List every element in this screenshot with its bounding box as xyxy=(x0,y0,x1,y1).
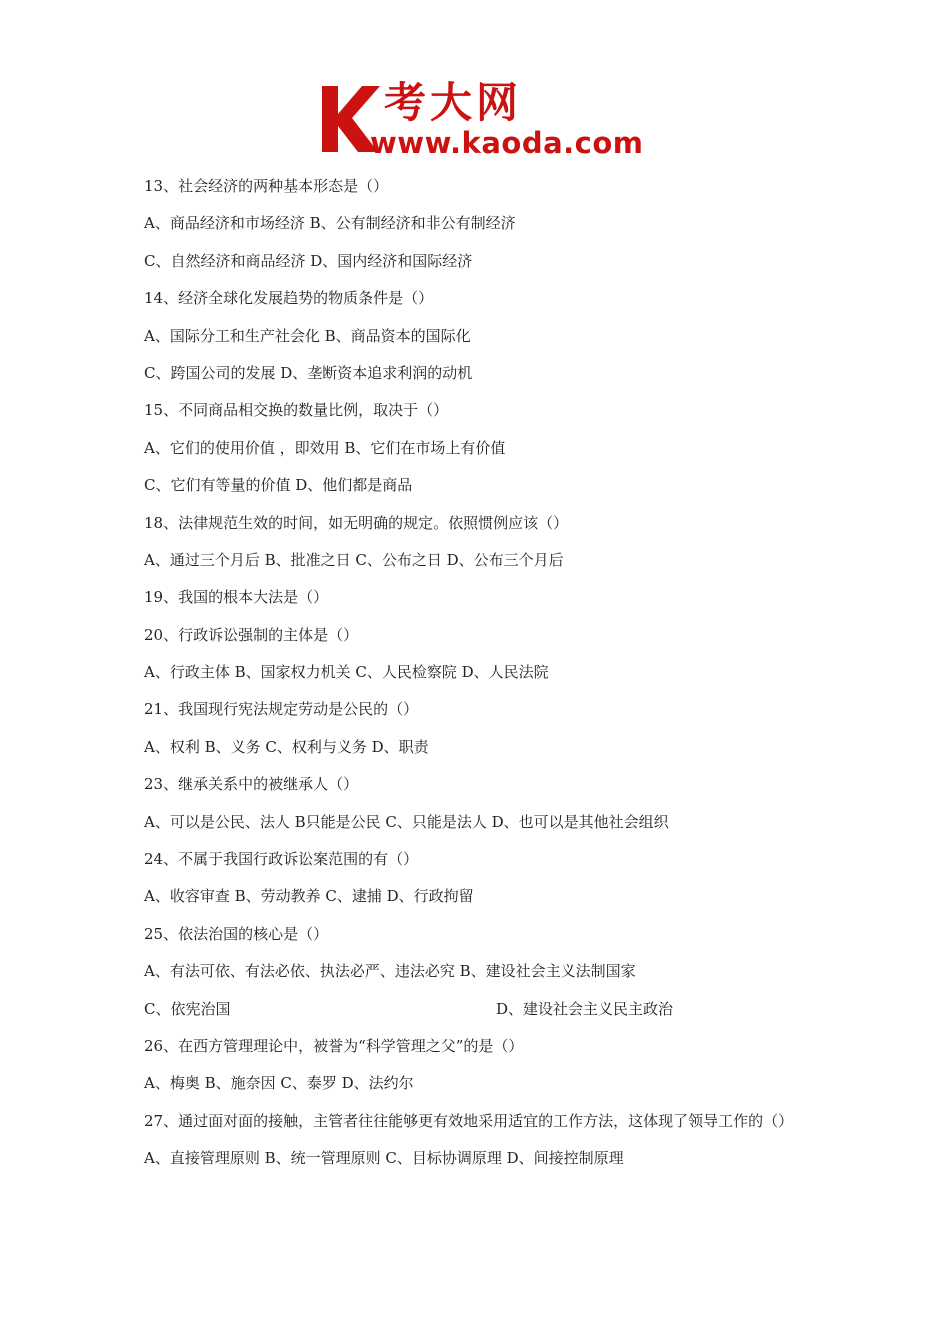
question-26: 26、在西方管理理论中，被誉为“科学管理之父”的是（） xyxy=(144,1036,524,1055)
question-25-options-cd xyxy=(144,991,814,1028)
question-14-options-cd: C、跨国公司的发展 D、垄断资本追求利润的动机 xyxy=(144,363,473,382)
question-25-option-d: D、建设社会主义民主政治 xyxy=(496,999,674,1018)
question-13-options-ab: A、商品经济和市场经济 B、公有制经济和非公有制经济 xyxy=(144,214,516,233)
question-27: 27、通过面对面的接触，主管者往往能够更有效地采用适宜的工作方法，这体现了领导工作的（） xyxy=(144,1111,794,1130)
question-25: 25、依法治国的核心是（） xyxy=(144,924,329,943)
question-19: 19、我国的根本大法是（） xyxy=(144,588,329,607)
question-23-options: A、可以是公民、法人 B只能是公民 C、只能是法人 D、也可以是其他社会组织 xyxy=(144,812,669,831)
question-25-options-ab: A、有法可依、有法必依、执法必严、违法必究 B、建设社会主义法制国家 xyxy=(144,962,636,981)
question-15-options-ab: A、它们的使用价值 ，即效用 B、它们在市场上有价值 xyxy=(144,438,506,457)
question-18-options: A、通过三个月后 B、批准之日 C、公布之日 D、公布三个月后 xyxy=(144,550,564,569)
question-24: 24、不属于我国行政诉讼案范围的有（） xyxy=(144,850,419,869)
question-list xyxy=(144,168,814,1178)
question-27-options: A、直接管理原则 B、统一管理原则 C、目标协调原理 D、间接控制原理 xyxy=(144,1149,624,1168)
question-21: 21、我国现行宪法规定劳动是公民的（） xyxy=(144,700,419,719)
question-21-options: A、权利 B、义务 C、权利与义务 D、职责 xyxy=(144,737,429,756)
logo-url: www.kaoda.com xyxy=(370,126,644,160)
question-13: 13、社会经济的两种基本形态是（） xyxy=(144,177,389,195)
question-20: 20、行政诉讼强制的主体是（） xyxy=(144,625,359,644)
kaoda-logo xyxy=(318,78,648,166)
question-13-options-cd: C、自然经济和商品经济 D、国内经济和国际经济 xyxy=(144,251,473,270)
logo-title: 考大网 xyxy=(384,78,523,127)
question-14: 14、经济全球化发展趋势的物质条件是（） xyxy=(144,289,434,308)
question-23: 23、继承关系中的被继承人（） xyxy=(144,775,359,794)
question-18: 18、法律规范生效的时间，如无明确的规定。依照惯例应该（） xyxy=(144,513,569,532)
question-14-options-ab: A、国际分工和生产社会化 B、商品资本的国际化 xyxy=(144,326,471,345)
question-26-options: A、梅奥 B、施奈因 C、泰罗 D、法约尔 xyxy=(144,1074,414,1093)
question-15: 15、不同商品相交换的数量比例，取决于（） xyxy=(144,401,449,420)
question-15-options-cd: C、它们有等量的价值 D、他们都是商品 xyxy=(144,476,413,495)
question-25-option-c: C、依宪治国 xyxy=(144,999,231,1018)
question-24-options: A、收容审查 B、劳动教养 C、逮捕 D、行政拘留 xyxy=(144,887,474,906)
question-20-options: A、行政主体 B、国家权力机关 C、人民检察院 D、人民法院 xyxy=(144,663,549,682)
